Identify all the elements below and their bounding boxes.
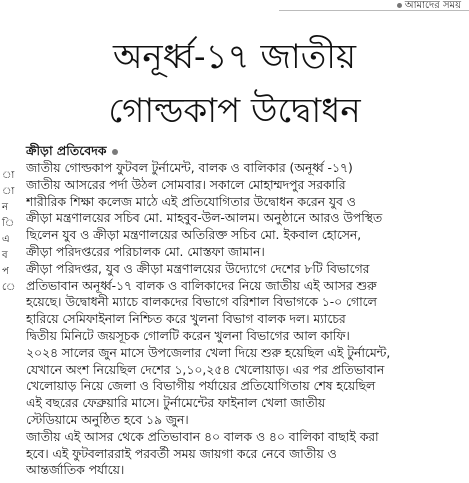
fragment: া: [2, 170, 15, 181]
article-line: ছিলেন যুব ও ক্রীড়া মন্ত্রণালয়ের অতিরিক্ত সচিব মো. ইকবাল হোসেন,: [26, 228, 362, 243]
article-line: দ্বিতীয় মিনিটে জয়সূচক গোলটি করেন খুলনা বিভাগের আল কাফি।: [26, 328, 350, 343]
article-line: ক্রীড়া পরিদপ্তর, যুব ও ক্রীড়া মন্ত্রণালয়ের উদ্যোগে দেশের ৮টি বিভাগের: [26, 261, 370, 276]
headline-line-2: গোল্ডকাপ উদ্বোধন: [108, 91, 361, 131]
masthead: [397, 0, 461, 15]
byline-dot-icon: [112, 149, 118, 155]
headline: [10, 30, 459, 138]
article-line: হয়েছে। উদ্বোধনী ম্যাচে বালকদের বিভাগে বরিশাল বিভাগকে ১-০ গোলে: [26, 295, 377, 310]
article-line: প্রতিভাবান অনূর্ধ্ব-১৭ বালক ও বালিকাদের নিয়ে জাতীয় এই আসর শুরু: [26, 278, 377, 293]
fragment: এ: [2, 234, 10, 245]
fragment: ন: [2, 202, 8, 213]
article-line: ২০২৪ সালের জুন মাসে উপজেলার খেলা দিয়ে শুরু হয়েছিল এই টুর্নামেন্ট,: [26, 345, 391, 360]
article-line: জাতীয় আসরের পর্দা উঠল সোমবার। সকালে মোহাম্মদপুর সরকারি: [26, 177, 346, 192]
article-body: [26, 160, 466, 479]
article-line: যেখানে অংশ নিয়েছিল দেশের ১,১০,২৫৪ খেলোয়াড়। এর পর প্রতিভাবান: [26, 362, 385, 377]
article-line: খেলোয়াড় নিয়ে জেলা ও বিভাগীয় পর্যায়ের প্রতিযোগিতায় শেষ হয়েছিল: [26, 379, 376, 394]
byline-text: ক্রীড়া প্রতিবেদক: [26, 143, 107, 158]
fragment: ি: [2, 218, 15, 229]
article-line: হবে। এই ফুটবলাররাই পরবর্তী সময় জায়গা করে নেবে জাতীয় ও: [26, 446, 337, 461]
article-line: ক্রীড়া মন্ত্রণালয়ের সচিব মো. মাহবুব-উল-আলম। অনুষ্ঠানে আরও উপস্থিত: [26, 211, 383, 226]
headline-line-1: অনূর্ধ্ব-১৭ জাতীয়: [112, 37, 357, 77]
masthead-rule: [279, 10, 469, 11]
article-line: এই বছরের ফেব্রুয়ারি মাসে। টুর্নামেন্টের ফাইনাল খেলা জাতীয়: [26, 396, 326, 411]
adjacent-column-fragment: [2, 168, 16, 296]
fragment: া: [2, 186, 15, 197]
article-line: হারিয়ে সেমিফাইনাল নিশ্চিত করে খুলনা বিভাগ বালক দল। ম্যাচের: [26, 312, 346, 327]
fragment: ব: [2, 250, 8, 261]
article-line: স্টেডিয়ামে অনুষ্ঠিত হবে ১৯ জুন।: [26, 412, 189, 427]
masthead-text: আমাদের সময়: [404, 0, 461, 11]
article-line: শারীরিক শিক্ষা কলেজ মাঠে এই প্রতিযোগিতার উদ্বোধন করেন যুব ও: [26, 194, 356, 209]
article-line: জাতীয় এই আসর থেকে প্রতিভাবান ৪০ বালক ও ৪০ বালিকা বাছাই করা: [26, 429, 379, 444]
article-line: ক্রীড়া পরিদপ্তরের পরিচালক মো. মোস্তফা জামান।: [26, 244, 265, 259]
masthead-dot-icon: [397, 3, 402, 8]
article-line: জাতীয় গোল্ডকাপ ফুটবল টুর্নামেন্ট, বালক ও বালিকার (অনূর্ধ্ব -১৭): [26, 161, 353, 175]
fragment: প: [2, 266, 9, 277]
article-line: আন্তর্জাতিক পর্যায়ে।: [26, 463, 125, 478]
fragment: ে: [2, 282, 16, 293]
